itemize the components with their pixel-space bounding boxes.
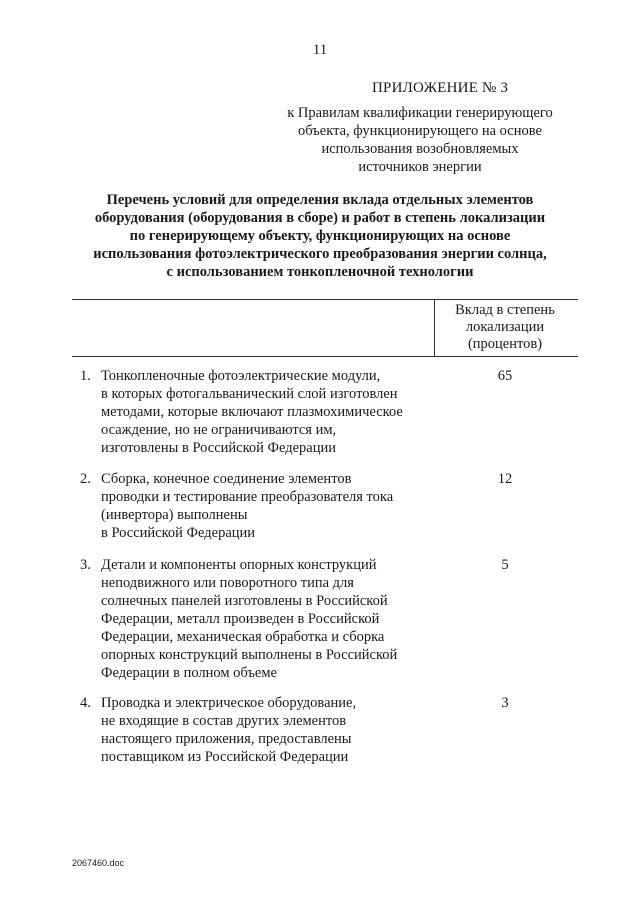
row-text: Сборка, конечное соединение элементов проводки и тестирование преобразователя тока (инвертора) выполнены в Российской Федерации <box>101 471 394 541</box>
row-text: Детали и компоненты опорных конструкций неподвижного или поворотного типа для солнечных панелей изготовлены в Российской Федерации, металл произведен в Российской Федерации, механическая обработка и сборка опорных конструкций выполнены в Российской Федерации в полном объеме <box>101 557 398 681</box>
row-number: 1. <box>80 368 91 384</box>
row-text: Проводка и электрическое оборудование, не входящие в состав других элементов настоящего приложения, предоставлены поставщиком из Российской Федерации <box>101 695 357 765</box>
table-column-divider <box>434 299 435 356</box>
row-number: 4. <box>80 695 91 711</box>
file-name-footer: 2067460.doc <box>72 858 125 868</box>
row-text: Тонкопленочные фотоэлектрические модули, в которых фотогальванический слой изготовлен методами, которые включают плазмохимическое осаждение, но не ограничиваются им, изготовлены в Российской Федерации <box>101 368 403 456</box>
row-value: 65 <box>497 368 513 384</box>
row-number: 3. <box>80 557 91 573</box>
row-value: 12 <box>497 471 513 487</box>
appendix-subtitle: к Правилам квалификации генерирующего объекта, функционирующего на основе использования возобновляемых источников энергии <box>287 105 553 175</box>
row-value: 5 <box>501 557 509 573</box>
row-value: 3 <box>501 695 509 711</box>
row-number: 2. <box>80 471 91 487</box>
table-top-rule <box>72 299 578 300</box>
document-heading: Перечень условий для определения вклада отдельных элементов оборудования (оборудования в сборе) и работ в степень локализации по генерирующему объекту, функционирующих на основе использования фотоэлектрического преобразования энергии солнца, с использованием тонкопленочной технологии <box>93 192 547 280</box>
table-header-rule <box>72 356 578 357</box>
appendix-title: ПРИЛОЖЕНИЕ № 3 <box>372 80 509 96</box>
page-number: 11 <box>312 42 328 58</box>
table-column-header: Вклад в степень локализации (процентов) <box>455 302 555 352</box>
